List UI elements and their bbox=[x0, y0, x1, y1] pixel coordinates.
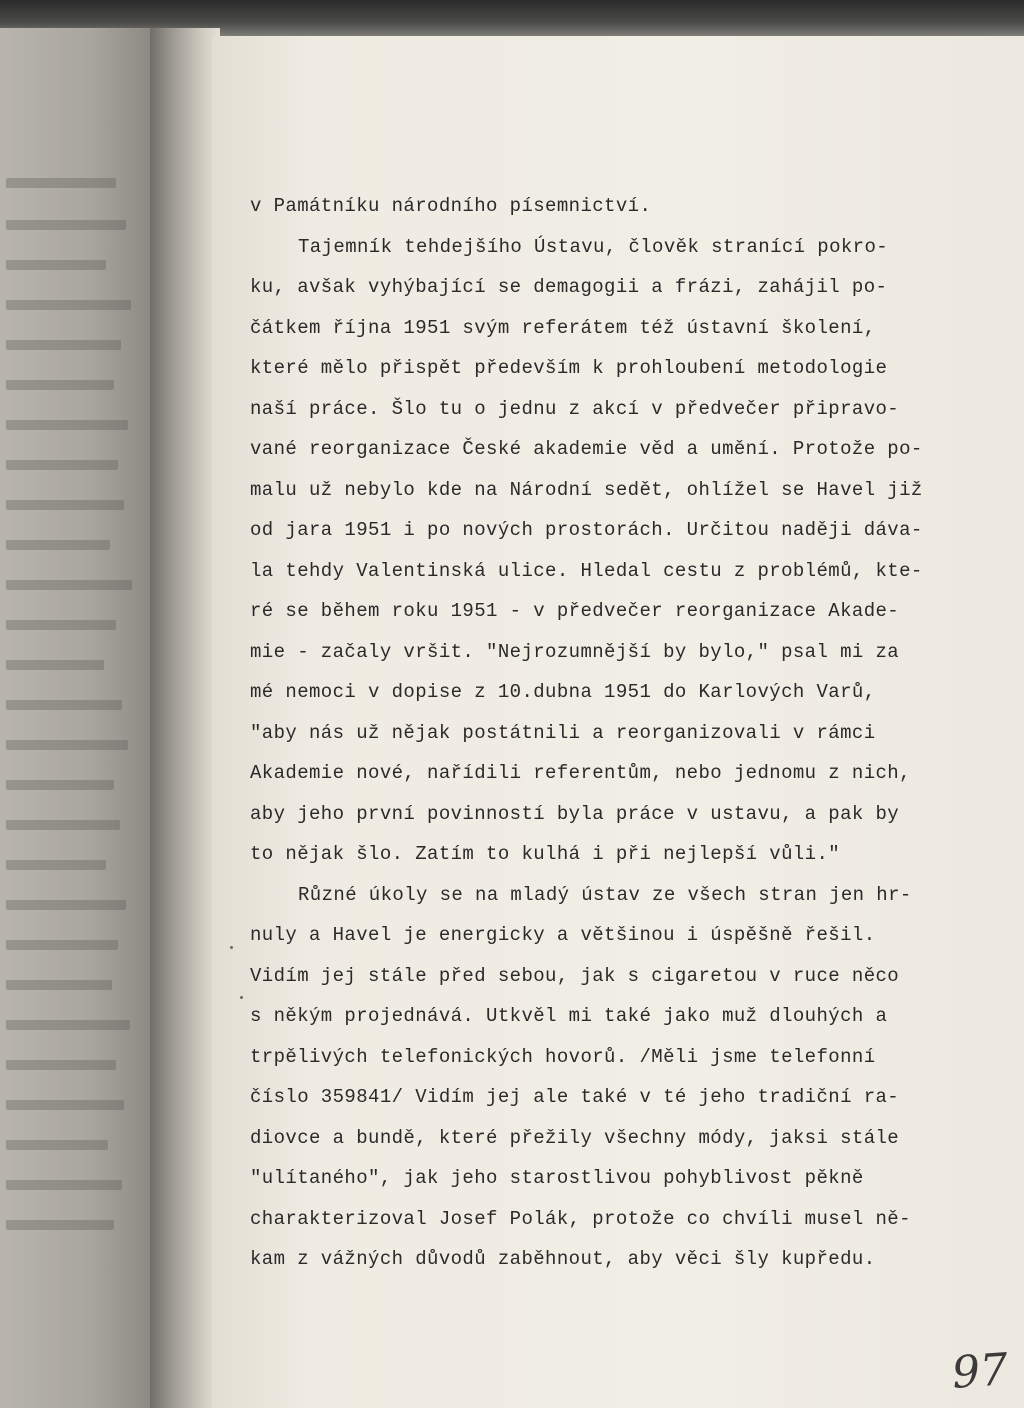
bleed-through-line bbox=[6, 1100, 124, 1110]
bleed-through-line bbox=[6, 660, 104, 670]
bleed-through-line bbox=[6, 500, 124, 510]
text-line: číslo 359841/ Vidím jej ale také v té jeho tradiční ra- bbox=[250, 1086, 900, 1108]
text-line: Různé úkoly se na mladý ústav ze všech stran jen hr- bbox=[298, 883, 912, 906]
bleed-through-line bbox=[6, 1140, 108, 1150]
text-line: la tehdy Valentinská ulice. Hledal cestu z problémů, kte- bbox=[250, 559, 923, 582]
text-line: to nějak šlo. Zatím to kulhá i při nejlepší vůli." bbox=[250, 843, 841, 865]
text-line: diovce a bundě, které přežily všechny módy, jaksi stále bbox=[250, 1126, 900, 1149]
facing-page bbox=[0, 28, 150, 1408]
text-line: ku, avšak vyhýbající se demagogii a frázi, zahájil po- bbox=[250, 276, 888, 298]
text-line: aby jeho první povinností byla práce v ustavu, a pak by bbox=[250, 802, 900, 825]
bleed-through-line bbox=[6, 580, 132, 590]
bleed-through-line bbox=[6, 340, 121, 350]
speck bbox=[230, 946, 233, 949]
bleed-through-line bbox=[6, 420, 128, 430]
handwritten-page-number: 97 bbox=[950, 1344, 1010, 1399]
bleed-through-line bbox=[6, 460, 118, 470]
text-line: "aby nás už nějak postátnili a reorganizovali v rámci bbox=[250, 721, 876, 744]
bleed-through-line bbox=[6, 860, 106, 870]
bleed-through-line bbox=[6, 900, 126, 910]
text-line: kam z vážných důvodů zaběhnout, aby věci šly kupředu. bbox=[250, 1248, 876, 1270]
text-line: Vidím jej stále před sebou, jak s cigaretou v ruce něco bbox=[250, 964, 900, 987]
bleed-through-line bbox=[6, 1060, 116, 1070]
text-line: mie - začaly vršit. "Nejrozumnější by bylo," psal mi za bbox=[250, 640, 900, 663]
text-line: nuly a Havel je energicky a většinou i úspěšně řešil. bbox=[250, 924, 876, 946]
text-line: trpělivých telefonických hovorů. /Měli jsme telefonní bbox=[250, 1045, 876, 1068]
text-line: čátkem října 1951 svým referátem též ústavní školení, bbox=[250, 316, 876, 339]
text-line: malu už nebylo kde na Národní sedět, ohlížel se Havel již bbox=[250, 478, 923, 501]
bleed-through-line bbox=[6, 700, 122, 710]
text-line: v Památníku národního písemnictví. bbox=[250, 195, 652, 217]
body-text bbox=[250, 186, 930, 1280]
bleed-through-line bbox=[6, 260, 106, 270]
bleed-through-line bbox=[6, 540, 110, 550]
bleed-through-line bbox=[6, 740, 128, 750]
typewritten-page bbox=[212, 36, 1024, 1408]
bleed-through-line bbox=[6, 780, 114, 790]
bleed-through-line bbox=[6, 820, 120, 830]
bleed-through-line bbox=[6, 1180, 122, 1190]
bleed-through-line bbox=[6, 1020, 130, 1030]
text-line: Tajemník tehdejšího Ústavu, člověk stranící pokro- bbox=[298, 235, 889, 258]
text-line: ré se během roku 1951 - v předvečer reorganizace Akade- bbox=[250, 600, 900, 622]
text-line: charakterizoval Josef Polák, protože co chvíli musel ně- bbox=[250, 1207, 911, 1230]
bleed-through-line bbox=[6, 220, 126, 230]
text-line: vané reorganizace České akademie věd a umění. Protože po- bbox=[250, 438, 923, 460]
bleed-through-line bbox=[6, 380, 114, 390]
text-line: s někým projednává. Utkvěl mi také jako muž dlouhých a bbox=[250, 1005, 888, 1027]
text-line: které mělo přispět především k prohloubení metodologie bbox=[250, 357, 888, 379]
text-line: od jara 1951 i po nových prostorách. Určitou naději dáva- bbox=[250, 519, 923, 541]
bleed-through-line bbox=[6, 300, 131, 310]
speck bbox=[240, 996, 243, 999]
text-line: "ulítaného", jak jeho starostlivou pohyblivost pěkně bbox=[250, 1167, 864, 1189]
bleed-through-line bbox=[6, 620, 116, 630]
text-line: mé nemoci v dopise z 10.dubna 1951 do Karlových Varů, bbox=[250, 681, 876, 703]
text-line: naší práce. Šlo tu o jednu z akcí v předvečer připravo- bbox=[250, 397, 900, 420]
bleed-through-line bbox=[6, 940, 118, 950]
book-gutter-shadow bbox=[150, 28, 220, 1408]
bleed-through-line bbox=[6, 1220, 114, 1230]
bleed-through-line bbox=[6, 980, 112, 990]
text-line: Akademie nové, nařídili referentům, nebo jednomu z nich, bbox=[250, 762, 911, 784]
bleed-through-line bbox=[6, 178, 116, 188]
